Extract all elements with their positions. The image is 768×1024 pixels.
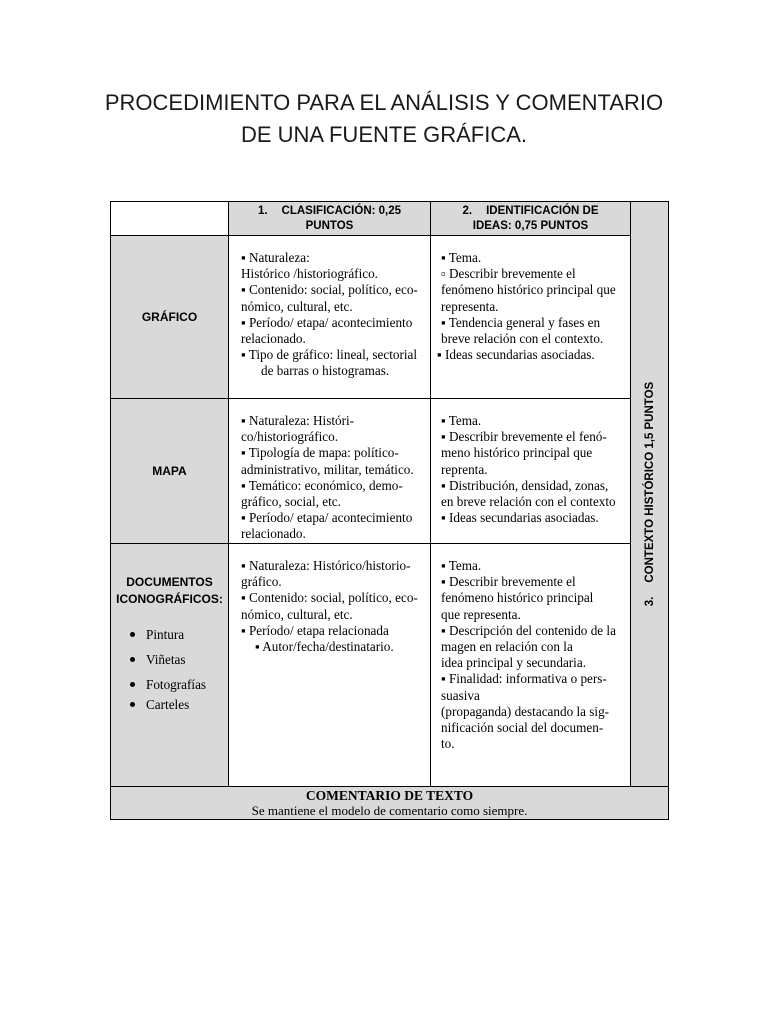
header-clasificacion: 1. CLASIFICACIÓN: 0,25 PUNTOS [229, 202, 431, 236]
header-row [111, 202, 669, 236]
grafico-identificacion-cell: ▪ Tema. ▫ Describir brevemente el fenómeno histórico principal que representa. ▪ Tendencia general y fases en breve relación con el contexto. ▪ Ideas secundarias asociadas. [431, 236, 631, 399]
title-line-2: DE UNA FUENTE GRÁFICA. [240, 122, 528, 147]
list-item: Fotografías [111, 676, 228, 693]
row-label-grafico: GRÁFICO [111, 236, 229, 399]
header-contexto-historico: 3.CONTEXTO HISTÓRICO 1,5 PUNTOS [631, 202, 669, 787]
row-mapa [111, 399, 669, 544]
row-documentos-iconograficos [111, 544, 669, 787]
footer-comentario [111, 787, 669, 820]
page-title [0, 87, 768, 151]
mapa-clasificacion-cell: ▪ Naturaleza: Históri- co/historiográfico. ▪ Tipología de mapa: político- administrativo, militar, temático. ▪ Temático: económico, demo- gráfico, social, etc. ▪ Período/ etapa/ acontecimiento relacionado. [229, 399, 431, 544]
footer-subtitle: Se mantiene el modelo de comentario como siempre. [251, 803, 528, 818]
footer-title: COMENTARIO DE TEXTO [305, 788, 474, 803]
list-item: Viñetas [111, 651, 228, 668]
documentos-clasificacion-cell: ▪ Naturaleza: Histórico/historio- gráfico. ▪ Contenido: social, político, eco- nómico, cultural, etc. ▪ Período/ etapa relacionada ▪ Autor/fecha/destinatario. [229, 544, 431, 787]
list-item: Carteles [111, 696, 228, 713]
document-type-list [111, 626, 228, 713]
list-item: Pintura [111, 626, 228, 643]
mapa-identificacion-cell: ▪ Tema. ▪ Describir brevemente el fenó- meno histórico principal que reprenta. ▪ Distribución, densidad, zonas, en breve relación con el contexto ▪ Ideas secundarias asociadas. [431, 399, 631, 544]
header-empty-cell [111, 202, 229, 236]
footer-row [111, 787, 669, 820]
documentos-identificacion-cell: ▪ Tema. ▪ Describir brevemente el fenómeno histórico principal que representa. ▪ Descripción del contenido de la magen en relación con la idea principal y secundaria. ▪ Finalidad: informativa o pers- suasiva (propaganda) destacando la sig- nificación social del documen- to. [431, 544, 631, 787]
grafico-clasificacion-cell: ▪ Naturaleza: Histórico /historiográfico. ▪ Contenido: social, político, eco- nómico, cultural, etc. ▪ Período/ etapa/ acontecimiento relacionado. ▪ Tipo de gráfico: lineal, sectorial de barras o histogramas. [229, 236, 431, 399]
analysis-table [110, 201, 669, 820]
row-label-mapa: MAPA [111, 399, 229, 544]
row-grafico [111, 236, 669, 399]
title-line-1: PROCEDIMIENTO PARA EL ANÁLISIS Y COMENTARIO [104, 90, 664, 115]
row-label-documentos: DOCUMENTOS ICONOGRÁFICOS: Pintura Viñetas Fotografías Carteles [111, 544, 229, 787]
header-identificacion: 2. IDENTIFICACIÓN DE IDEAS: 0,75 PUNTOS [431, 202, 631, 236]
